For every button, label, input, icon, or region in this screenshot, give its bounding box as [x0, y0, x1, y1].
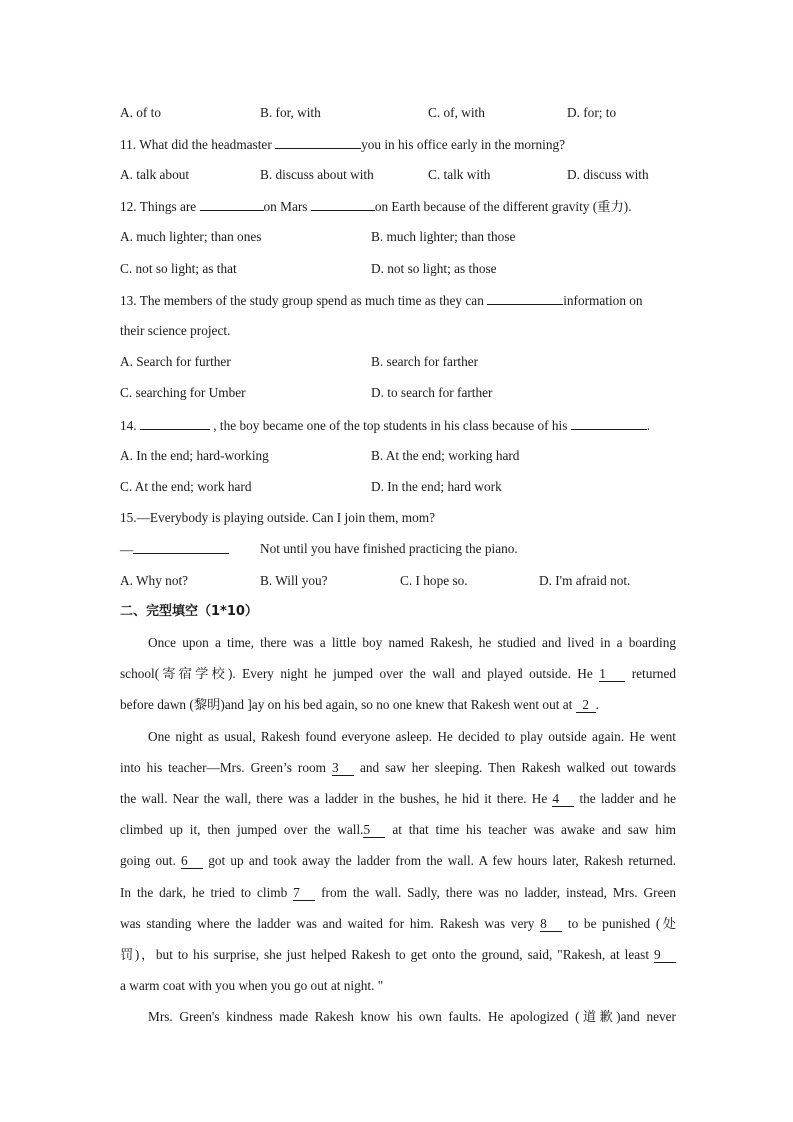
passage-line: Once upon a time, there was a little boy named Rakesh, he studied and lived in a boarding [148, 635, 676, 650]
passage-line: In the dark, he tried to climb 7 from the wall. Sadly, there was no ladder, instead, Mrs. Green [120, 885, 677, 900]
passage-line: Mrs. Green's kindness made Rakesh know his own faults. He apologized (道歉)and never [148, 1009, 676, 1024]
blank-number: 6 [181, 854, 203, 869]
passage-line: a warm coat with you when you go out at night. " [120, 978, 384, 993]
passage-line: climbed up it, then jumped over the wall.5 at that time his teacher was awake and saw him [120, 822, 676, 837]
blank-number: 1 [599, 667, 625, 682]
q10-option-d: D. for; to [567, 105, 617, 120]
q14-stem: 14. , the boy became one of the top students in his class because of his . [120, 418, 651, 433]
q13-option-c: C. searching for Umber [120, 385, 246, 400]
passage-line: was standing where the ladder was and waited for him. Rakesh was very 8 to be punished (处 [120, 916, 677, 931]
q15-reply: Not until you have finished practicing the piano. [260, 541, 518, 556]
q11-option-d: D. discuss with [567, 167, 649, 182]
blank-number: 7 [293, 886, 315, 901]
q13-stem-cont: their science project. [120, 323, 231, 338]
blank-number: 3 [332, 761, 354, 776]
answer-blank [275, 136, 361, 149]
q14-option-a: A. In the end; hard-working [120, 448, 269, 463]
blank-number: 2 [576, 698, 596, 713]
passage-line: 罚)，but to his surprise, she just helped Rakesh to get onto the ground, said, "Rakesh, at least 9 [120, 947, 676, 963]
q11-option-a: A. talk about [120, 167, 190, 182]
q12-option-d: D. not so light; as those [371, 261, 497, 276]
q12-option-b: B. much lighter; than those [371, 229, 516, 244]
q15-option-b: B. Will you? [260, 573, 328, 588]
passage-line: school(寄宿学校). Every night he jumped over the wall and played outside. He 1 returned [120, 666, 677, 681]
q11-stem: 11. What did the headmaster you in his office early in the morning? [120, 137, 566, 152]
q13-option-b: B. search for farther [371, 354, 479, 369]
q14-option-d: D. In the end; hard work [371, 479, 502, 494]
passage-line: One night as usual, Rakesh found everyone asleep. He decided to play outside again. He went [148, 729, 676, 744]
q10-option-a: A. of to [120, 105, 161, 120]
answer-blank [200, 198, 264, 211]
q13-stem: 13. The members of the study group spend as much time as they can information on [120, 293, 643, 308]
answer-blank [487, 292, 563, 305]
q15-option-c: C. I hope so. [400, 573, 468, 588]
section-heading: 二、完型填空（1*10） [120, 604, 258, 619]
q15-option-a: A. Why not? [120, 573, 189, 588]
blank-number: 9 [654, 948, 676, 963]
passage-line: into his teacher—Mrs. Green’s room 3 and saw her sleeping. Then Rakesh walked out towards [120, 760, 676, 775]
blank-number: 8 [540, 917, 562, 932]
q13-option-d: D. to search for farther [371, 385, 493, 400]
q10-option-b: B. for, with [260, 105, 321, 120]
q15-option-d: D. I'm afraid not. [539, 573, 631, 588]
q12-stem: 12. Things are on Mars on Earth because of the different gravity (重力). [120, 199, 632, 214]
blank-number: 5 [363, 823, 385, 838]
q15-reply-line: — Not until you have finished practicing the piano. [120, 541, 518, 557]
passage-line: the wall. Near the wall, there was a ladder in the bushes, he hid it there. He 4 the ladder and he [120, 791, 676, 806]
answer-blank [140, 417, 210, 430]
q10-option-c: C. of, with [428, 105, 485, 120]
q13-option-a: A. Search for further [120, 354, 231, 369]
q15-stem: 15.—Everybody is playing outside. Can I join them, mom? [120, 510, 436, 525]
q11-option-c: C. talk with [428, 167, 491, 182]
passage-line: going out. 6 got up and took away the ladder from the wall. A few hours later, Rakesh returned. [120, 853, 676, 868]
answer-blank [133, 541, 229, 554]
q14-option-b: B. At the end; working hard [371, 448, 520, 463]
answer-blank [311, 198, 375, 211]
q12-option-a: A. much lighter; than ones [120, 229, 262, 244]
q14-option-c: C. At the end; work hard [120, 479, 252, 494]
answer-blank [571, 417, 647, 430]
q12-option-c: C. not so light; as that [120, 261, 237, 276]
passage-line: before dawn (黎明)and ]ay on his bed again, so no one knew that Rakesh went out at 2 . [120, 697, 599, 712]
q11-option-b: B. discuss about with [260, 167, 374, 182]
blank-number: 4 [552, 792, 574, 807]
